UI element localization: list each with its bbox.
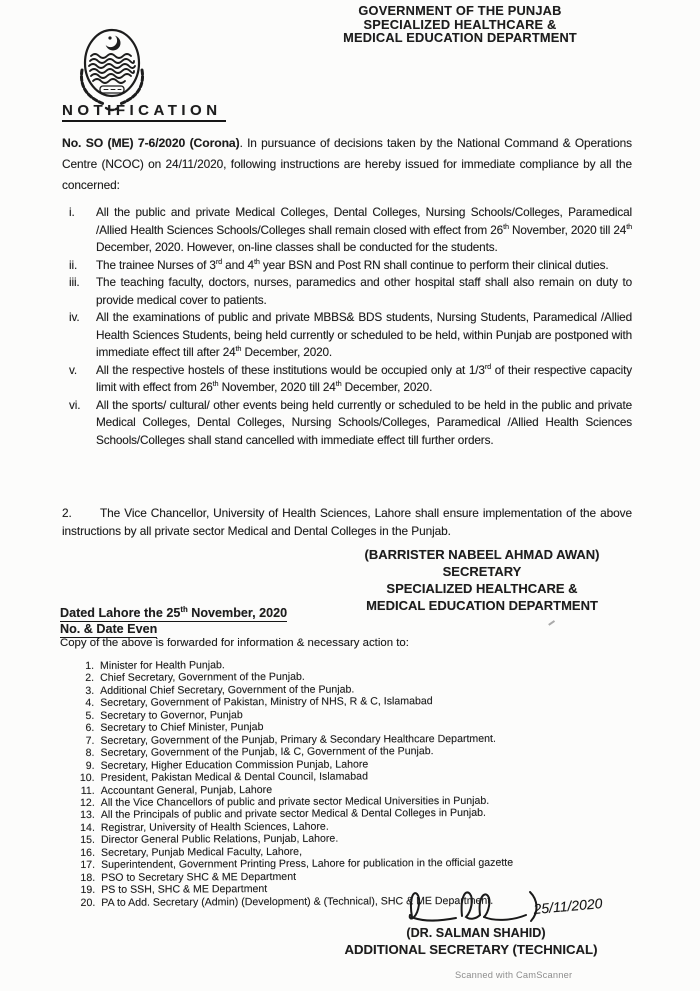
distribution-text: Secretary to Governor, Punjab [100, 708, 243, 722]
instructions-list [62, 204, 632, 449]
instruction-text: The trainee Nurses of 3rd and 4th year BSN and Post RN shall continue to perform their clinical duties. [96, 256, 609, 272]
instruction-text: The teaching faculty, doctors, nurses, paramedics and other hospital staff shall also remain on duty to provide medical cover to patients. [96, 275, 632, 307]
signatory-department-1: SPECIALIZED HEALTHCARE & [386, 581, 578, 596]
distribution-number: 12. [79, 796, 95, 809]
instruction-number: ii. [69, 257, 78, 272]
distribution-number: 16. [80, 846, 96, 859]
distribution-number: 1. [85, 659, 95, 672]
reference-number: No. SO (ME) 7-6/2020 (Corona) [62, 136, 240, 150]
instruction-text: All the respective hostels of these institutions would be occupied only at 1/3rd of their respective capacity limit with effect from 26th November, 2020 till 24th December, 2020. [96, 361, 632, 394]
distribution-number: 8. [85, 747, 95, 760]
instruction-item [62, 204, 632, 257]
distribution-text: PSO to Secretary SHC & ME Department [101, 870, 297, 884]
distribution-text: Secretary, Higher Education Commission Punjab, Lahore [100, 758, 369, 772]
instruction-text: All the sports/ cultural/ other events being held currently or scheduled to be held in the public and private Medical Colleges, Dental Colleges, Nursing Schools/Colleges, Paramedical /Allied Health Sciences Schools/Colleges shall stand cancelled with immediate effect till further orders. [96, 397, 632, 447]
distribution-text: Secretary, Government of the Punjab, Primary & Secondary Healthcare Department. [100, 732, 496, 747]
intro-text: . In pursuance of decisions taken by the National Command & Operations Centre (NCOC) on 24/11/2020, following instructions are hereby issued for immediate compliance by all the concerned: [62, 136, 633, 192]
distribution-text: Minister for Health Punjab. [99, 659, 225, 672]
instruction-number: iv. [69, 310, 80, 324]
para-2 [62, 504, 632, 540]
distribution-number: 3. [85, 684, 95, 697]
distribution-number: 13. [80, 809, 95, 822]
copy-forwarded-line: Copy of the above is forwarded for information & necessary action to: [60, 637, 409, 649]
instruction-item [62, 397, 632, 450]
signatory-name: (BARRISTER NABEEL AHMAD AWAN) [364, 547, 600, 562]
distribution-number: 19. [80, 884, 96, 897]
distribution-number: 5. [85, 709, 95, 722]
distribution-text: Additional Chief Secretary, Government of the Punjab. [100, 683, 355, 697]
instruction-item [62, 309, 632, 362]
instruction-number: i. [69, 205, 75, 219]
distribution-text: Secretary, Government of the Punjab, I& C, Government of the Punjab. [100, 745, 434, 760]
camscanner-watermark: Scanned with CamScanner [455, 970, 573, 980]
instruction-number: iii. [69, 275, 80, 289]
distribution-text: President, Pakistan Medical & Dental Council, Islamabad [100, 770, 368, 784]
instruction-text: All the public and private Medical Colleges, Dental Colleges, Nursing Schools/Colleges, Paramedical /Allied Health Sciences Schools/Colleges shall remain closed with effect from 26th November, 2020 till 24th December, 2020. However, on-line classes shall be conducted for the students. [96, 205, 632, 254]
intro-paragraph [62, 133, 632, 196]
signature-name: (DR. SALMAN SHAHID) [406, 926, 546, 940]
distribution-number: 14. [80, 821, 95, 834]
distribution-number: 7. [85, 734, 95, 747]
distribution-number: 9. [85, 759, 95, 772]
distribution-number: 11. [80, 784, 95, 797]
notification-title: NOTIFICATION [62, 102, 226, 122]
letterhead-line-3: MEDICAL EDUCATION DEPARTMENT [343, 30, 577, 46]
para-2-number: 2. [62, 506, 72, 520]
distribution-text: Superintendent, Government Printing Press, Lahore for publication in the official gazette [101, 856, 514, 872]
distribution-number: 4. [85, 697, 95, 710]
stray-pen-mark [548, 620, 555, 625]
instruction-item [62, 362, 632, 397]
distribution-text: Secretary to Chief Minister, Punjab [100, 721, 264, 735]
department-letterhead [330, 4, 590, 45]
distribution-text: All the Vice Chancellors of public and private sector Medical Universities in Punjab. [100, 794, 490, 809]
handwritten-signature [398, 886, 618, 928]
distribution-number: 6. [85, 722, 95, 735]
signatory-block [352, 546, 612, 614]
dated-line: Dated Lahore the 25th November, 2020 [60, 604, 288, 620]
distribution-text: All the Principals of public and private sector Medical & Dental Colleges in Punjab. [100, 807, 486, 822]
instruction-number: vi. [69, 397, 81, 412]
instruction-item [62, 257, 632, 275]
distribution-number: 20. [80, 896, 96, 909]
distribution-text: Director General Public Relations, Punjab, Lahore. [100, 832, 339, 847]
distribution-number: 2. [85, 672, 95, 685]
distribution-number: 17. [80, 859, 96, 872]
distribution-number: 18. [80, 871, 96, 884]
instruction-text: All the examinations of public and private MBBS& BDS students, Nursing Students, Paramedical /Allied Health Sciences Students, being held currently or scheduled to be held, within Punjab are postponed with immediate effect till after 24th December, 2020. [96, 310, 632, 359]
distribution-text: Secretary, Government of Pakistan, Ministry of NHS, R & C, Islamabad [100, 695, 433, 710]
handwritten-date: 25/11/2020 [532, 895, 604, 917]
instruction-item [62, 274, 632, 309]
letterhead-line-2: SPECIALIZED HEALTHCARE & [363, 16, 557, 32]
distribution-text: Accountant General, Punjab, Lahore [100, 783, 273, 797]
distribution-text: Chief Secretary, Government of the Punjab. [100, 671, 305, 685]
instruction-number: v. [69, 362, 78, 377]
letterhead-line-1: GOVERNMENT OF THE PUNJAB [358, 3, 562, 18]
signatory-designation: SECRETARY [442, 564, 522, 579]
distribution-text: PS to SSH, SHC & ME Department [101, 883, 268, 897]
number-and-date-line: No. & Date Even [60, 622, 158, 636]
distribution-number: 15. [80, 834, 95, 847]
distribution-text: Registrar, University of Health Sciences, Lahore. [100, 820, 329, 834]
signature-designation: ADDITIONAL SECRETARY (TECHNICAL) [344, 942, 598, 957]
distribution-text: PA to Add. Secretary (Admin) (Development) & (Technical), SHC & ME Department. [101, 894, 494, 909]
signatory-department-2: MEDICAL EDUCATION DEPARTMENT [366, 598, 598, 613]
distribution-list [76, 657, 643, 909]
distribution-text: Secretary, Punjab Medical Faculty, Lahore, [100, 845, 303, 859]
para-2-text: The Vice Chancellor, University of Health Sciences, Lahore shall ensure implementation of the above instructions by all private sector Medical and Dental Colleges in the Punjab. [62, 506, 632, 538]
distribution-number: 10. [79, 771, 95, 785]
